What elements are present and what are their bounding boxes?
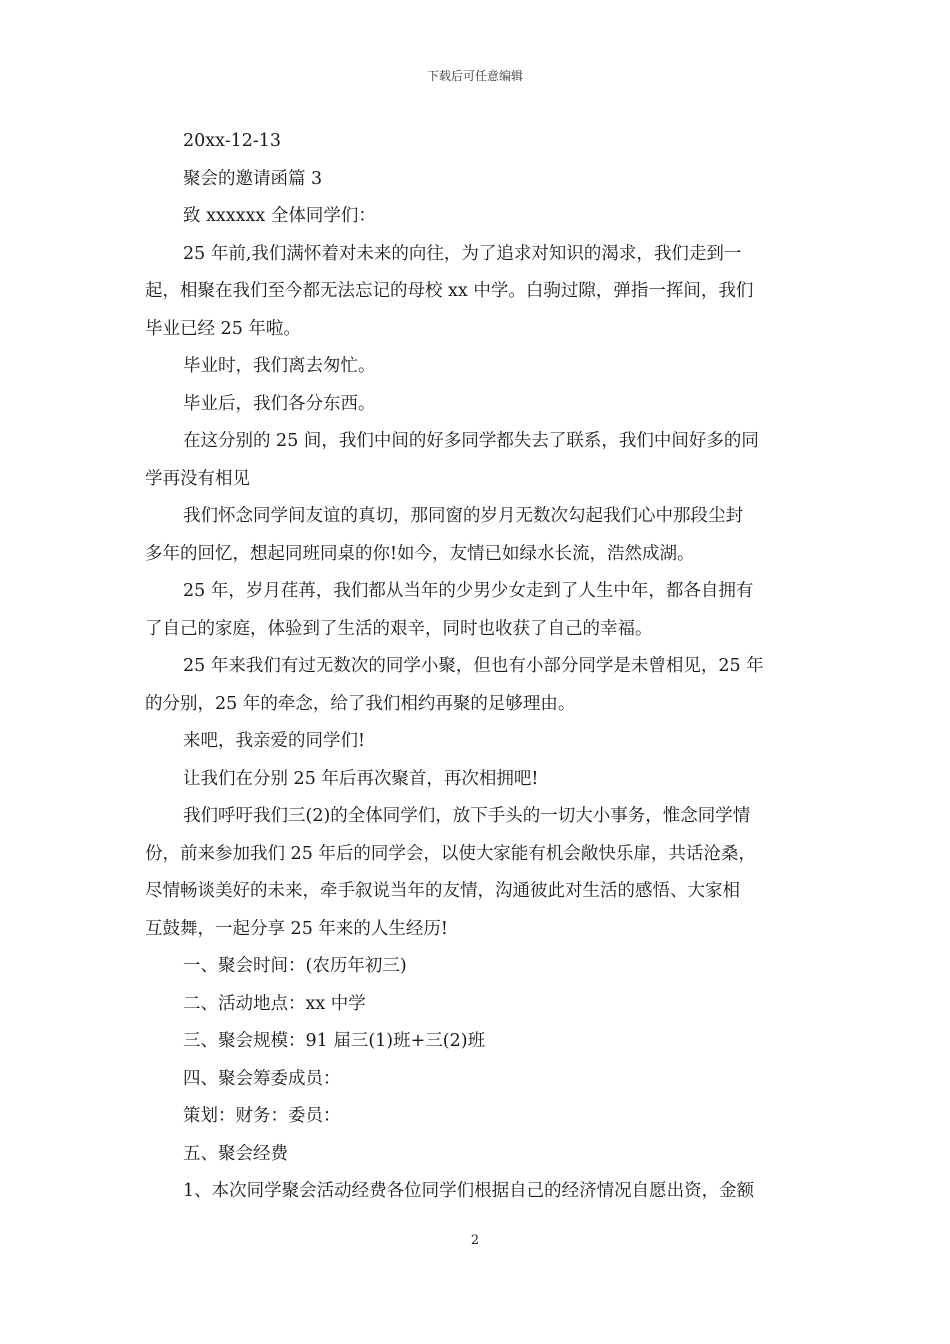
paragraph-line: 互鼓舞，一起分享 25 年来的人生经历! <box>145 918 448 939</box>
section-heading-time: 一、聚会时间：(农历年初三) <box>183 956 407 976</box>
document-title: 聚会的邀请函篇 3 <box>183 168 323 189</box>
paragraph-line: 毕业时，我们离去匆忙。 <box>183 356 376 376</box>
paragraph-line: 在这分别的 25 间，我们中间的好多同学都失去了联系，我们中间好多的同 <box>183 431 759 451</box>
paragraph-line: 来吧，我亲爱的同学们! <box>183 731 366 751</box>
salutation: 致 xxxxxx 全体同学们： <box>183 206 376 226</box>
document-body <box>145 123 807 1211</box>
date-line: 20xx-12-13 <box>183 131 282 151</box>
section-heading-location: 二、活动地点：xx 中学 <box>183 993 366 1014</box>
paragraph-line: 我们怀念同学间友谊的真切，那同窗的岁月无数次勾起我们心中那段尘封 <box>183 506 743 526</box>
paragraph-line: 学再没有相见 <box>145 468 250 489</box>
page-number: 2 <box>470 1233 480 1248</box>
paragraph-line: 尽情畅谈美好的未来，牵手叙说当年的友情，沟通彼此对生活的感悟、大家相 <box>145 881 740 901</box>
paragraph-line: 起，相聚在我们至今都无法忘记的母校 xx 中学。白驹过隙，弹指一挥间，我们 <box>145 281 754 301</box>
paragraph-line: 25 年来我们有过无数次的同学小聚，但也有小部分同学是未曾相见，25 年 <box>183 656 764 676</box>
paragraph-line: 让我们在分别 25 年后再次聚首，再次相拥吧! <box>183 768 539 789</box>
paragraph-line: 25 年前,我们满怀着对未来的向往，为了追求对知识的渴求，我们走到一 <box>183 243 742 264</box>
paragraph-line: 的分别，25 年的牵念，给了我们相约再聚的足够理由。 <box>145 693 576 714</box>
section-heading-committee: 四、聚会筹委成员： <box>183 1068 341 1089</box>
paragraph-line: 了自己的家庭，体验到了生活的艰辛，同时也收获了自己的幸福。 <box>145 618 653 639</box>
budget-item: 1、本次同学聚会活动经费各位同学们根据自己的经济情况自愿出资，金额 <box>183 1181 755 1201</box>
header-note: 下载后可任意编辑 <box>426 69 523 83</box>
paragraph-line: 多年的回忆，想起同班同桌的你!如今，友情已如绿水长流，浩然成湖。 <box>145 543 695 564</box>
section-heading-scale: 三、聚会规模：91 届三(1)班+三(2)班 <box>183 1031 486 1051</box>
committee-roles: 策划：财务：委员： <box>183 1106 341 1126</box>
section-heading-budget: 五、聚会经费 <box>183 1143 288 1164</box>
paragraph-line: 毕业已经 25 年啦。 <box>145 318 301 339</box>
paragraph-line: 我们呼吁我们三(2)的全体同学们，放下手头的一切大小事务，惟念同学情 <box>183 806 751 826</box>
paragraph-line: 25 年，岁月荏苒，我们都从当年的少男少女走到了人生中年，都各自拥有 <box>183 581 754 601</box>
paragraph-line: 份，前来参加我们 25 年后的同学会，以使大家能有机会敞快乐扉，共话沧桑， <box>145 843 756 864</box>
paragraph-line: 毕业后，我们各分东西。 <box>183 393 376 414</box>
